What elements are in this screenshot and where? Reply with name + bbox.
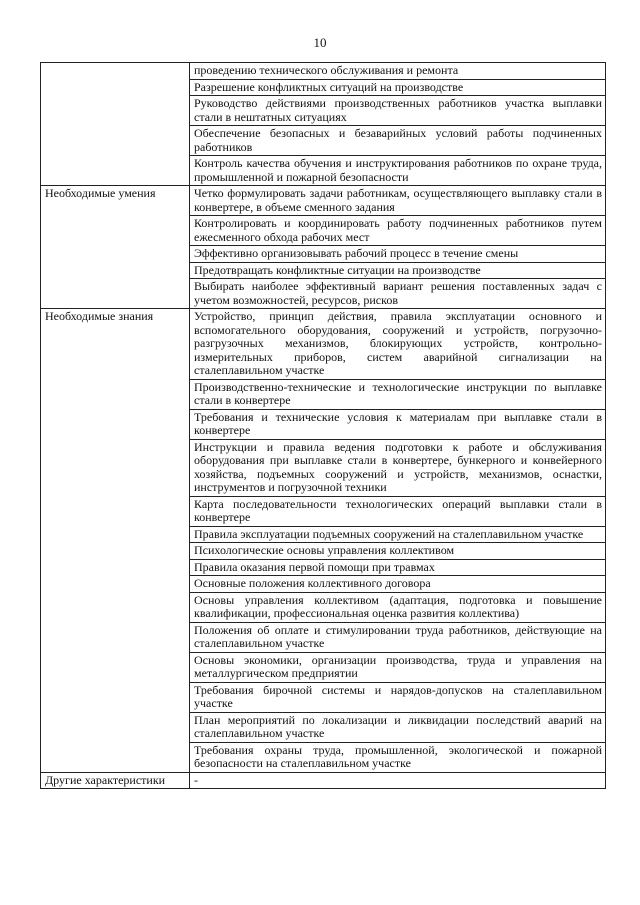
section-label	[41, 63, 190, 186]
table-row	[41, 772, 606, 789]
requirement-cell	[190, 559, 606, 576]
requirement-text: Карта последовательности технологических операций выплавки стали в конвертере	[194, 496, 602, 524]
requirement-cell	[190, 246, 606, 263]
section-label: Необходимые знания	[41, 309, 190, 773]
requirement-text: Обеспечение безопасных и безаварийных условий работы подчиненных работников	[194, 126, 602, 154]
requirement-cell	[190, 526, 606, 543]
requirement-cell	[190, 652, 606, 682]
requirement-cell	[190, 279, 606, 309]
requirement-cell	[190, 186, 606, 216]
requirement-cell	[190, 742, 606, 772]
section-label: Другие характеристики	[41, 772, 190, 789]
requirement-text: Контролировать и координировать работу подчиненных работников путем ежесменного обхода рабочих мест	[194, 216, 602, 244]
table-body	[41, 63, 606, 789]
requirement-text: Основы экономики, организации производства, труда и управления на металлургическом предприятии	[194, 652, 602, 680]
table-row	[41, 186, 606, 216]
requirement-text: Положения об оплате и стимулировании труда работников, действующие на сталеплавильном участке	[194, 622, 602, 650]
section-label: Необходимые умения	[41, 186, 190, 309]
requirement-text: Руководство действиями производственных работников участка выплавки стали в нештатных ситуациях	[194, 96, 602, 124]
requirement-text: Требования охраны труда, промышленной, экологической и пожарной безопасности на сталеплавильном участке	[194, 742, 602, 770]
requirement-text: Эффективно организовывать рабочий процесс в течение смены	[194, 246, 519, 260]
requirement-cell	[190, 63, 606, 80]
requirement-cell	[190, 712, 606, 742]
requirement-cell	[190, 592, 606, 622]
requirement-text: проведению технического обслуживания и ремонта	[194, 63, 459, 77]
requirement-cell	[190, 262, 606, 279]
requirement-cell	[190, 379, 606, 409]
requirement-text: Контроль качества обучения и инструктирования работников по охране труда, промышленной и пожарной безопасности	[194, 156, 602, 184]
requirement-text: Предотвращать конфликтные ситуации на производстве	[194, 262, 481, 277]
requirement-cell	[190, 126, 606, 156]
requirement-text: Психологические основы управления коллективом	[194, 543, 455, 557]
requirement-text: Выбирать наиболее эффективный вариант решения поставленных задач с учетом возможностей, ресурсов, рисков	[194, 279, 602, 307]
table-row	[41, 309, 606, 380]
requirement-cell	[190, 79, 606, 96]
requirement-cell	[190, 682, 606, 712]
requirement-cell	[190, 309, 606, 380]
requirement-text: Четко формулировать задачи работникам, осуществляющего выплавку стали в конвертере, в объеме сменного задания	[194, 186, 602, 214]
requirement-cell	[190, 496, 606, 526]
requirement-cell	[190, 576, 606, 593]
requirement-cell	[190, 409, 606, 439]
requirement-text: Требования бирочной системы и нарядов-допусков на сталеплавильном участке	[194, 682, 602, 710]
page-number: 10	[313, 35, 327, 50]
requirement-text: План мероприятий по локализации и ликвидации последствий аварий на сталеплавильном участке	[194, 712, 602, 740]
requirement-cell	[190, 772, 606, 789]
requirement-text: -	[194, 772, 198, 787]
requirement-text: Правила оказания первой помощи при травмах	[194, 559, 435, 574]
requirement-text: Требования и технические условия к материалам при выплавке стали в конвертере	[194, 409, 602, 437]
requirement-text: Разрешение конфликтных ситуаций на производстве	[194, 79, 464, 94]
requirement-cell	[190, 156, 606, 186]
requirement-cell	[190, 216, 606, 246]
requirement-text: Производственно-технические и технологические инструкции по выплавке стали в конвертере	[194, 379, 602, 407]
requirement-cell	[190, 622, 606, 652]
competency-table	[40, 62, 606, 789]
requirement-cell	[190, 439, 606, 496]
requirement-text: Правила эксплуатации подъемных сооружений на сталеплавильном участке	[194, 526, 584, 541]
requirement-text: Основы управления коллективом (адаптация, подготовка и повышение квалификации, профессиональная оценка развития коллектива)	[194, 592, 602, 620]
table-row	[41, 63, 606, 80]
requirement-text: Инструкции и правила ведения подготовки к работе и обслуживания оборудования при выплавке стали в конвертере, бункерного и конвейерного хозяйства, подъемных сооружений и устройств, механизмов, оснастки, инструментов и погрузочной техники	[194, 439, 602, 494]
requirement-text: Устройство, принцип действия, правила эксплуатации основного и вспомогательного оборудования, сооружений и устройств, погрузочно-разгрузочных механизмов, блокирующих устройств, контрольно-измерительных приборов, систем аварийной сигнализации на сталеплавильном участке	[194, 309, 602, 377]
requirement-cell	[190, 96, 606, 126]
requirement-text: Основные положения коллективного договора	[194, 576, 431, 590]
requirement-cell	[190, 543, 606, 560]
